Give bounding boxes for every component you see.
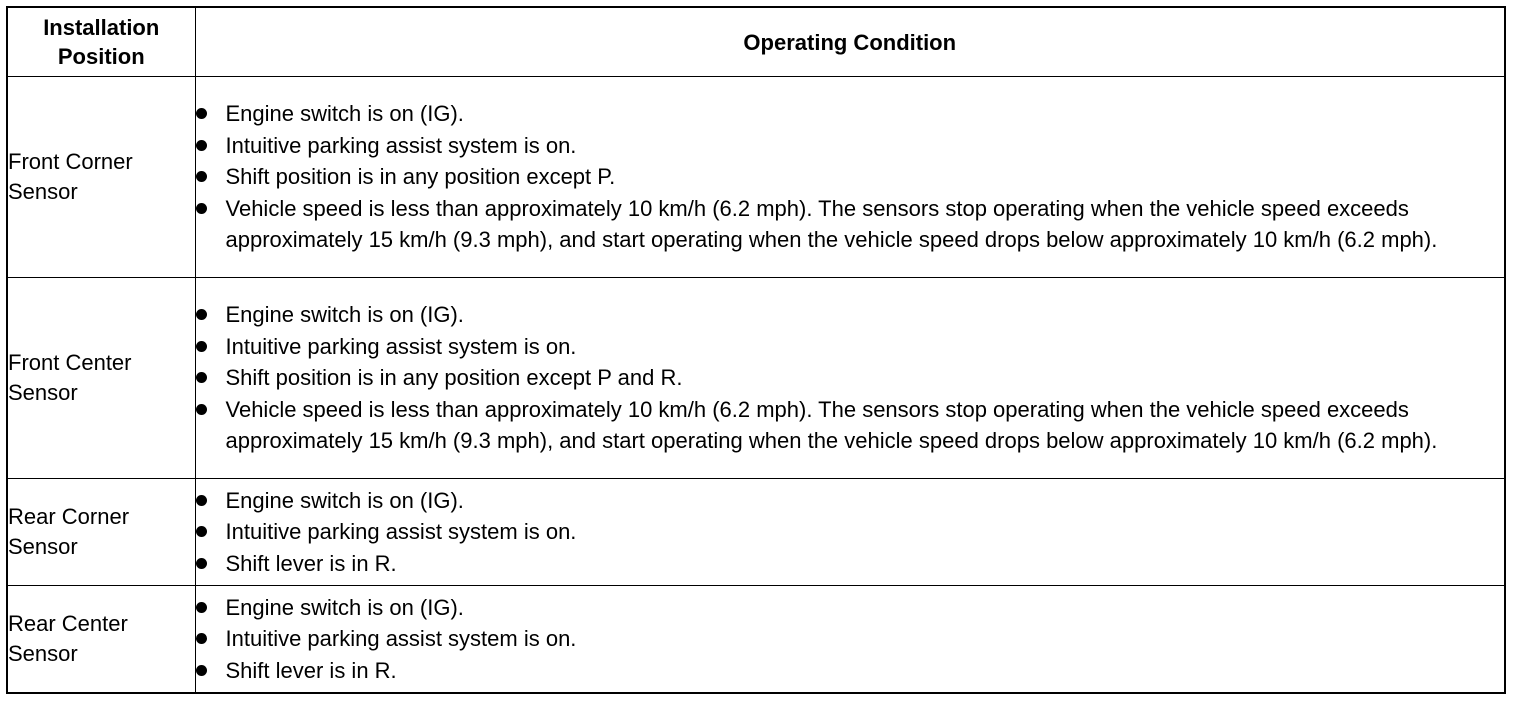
header-operating-condition: Operating Condition — [195, 8, 1504, 77]
operating-condition-cell — [195, 77, 1504, 278]
condition-text: Engine switch is on (IG). — [225, 302, 464, 328]
condition-item — [196, 130, 1505, 162]
bullet-icon — [196, 372, 207, 383]
operating-condition-cell — [195, 479, 1504, 586]
condition-text: Engine switch is on (IG). — [225, 101, 464, 127]
condition-text: Engine switch is on (IG). — [225, 594, 464, 620]
bullet-icon — [196, 602, 207, 613]
bullet-icon — [196, 404, 207, 415]
condition-text: Shift lever is in R. — [225, 550, 397, 576]
condition-item — [196, 331, 1505, 363]
condition-item — [196, 362, 1505, 394]
bullet-icon — [196, 108, 207, 119]
bullet-icon — [196, 140, 207, 151]
condition-list — [196, 299, 1505, 457]
operating-condition-cell — [195, 586, 1504, 693]
installation-position-cell: Rear Corner Sensor — [8, 479, 195, 586]
operating-condition-table — [8, 8, 1504, 692]
bullet-icon — [196, 495, 207, 506]
bullet-icon — [196, 203, 207, 214]
bullet-icon — [196, 341, 207, 352]
condition-item — [196, 193, 1505, 256]
condition-list — [196, 592, 1505, 687]
table-row — [8, 278, 1504, 479]
header-installation-position: Installation Position — [8, 8, 195, 77]
operating-condition-table-frame — [6, 6, 1506, 694]
condition-text: Intuitive parking assist system is on. — [225, 519, 577, 545]
condition-item — [196, 548, 1505, 580]
condition-item — [196, 516, 1505, 548]
condition-list — [196, 485, 1505, 580]
condition-text: Engine switch is on (IG). — [225, 487, 464, 513]
bullet-icon — [196, 171, 207, 182]
condition-text: Vehicle speed is less than approximately 10 km/h (6.2 mph). The sensors stop operating when the vehicle speed exceeds approximately 15 km/h (9.3 mph), and start operating when the vehicle speed drops below approximately 10 km/h (6.2 mph). — [225, 195, 1438, 253]
bullet-icon — [196, 526, 207, 537]
operating-condition-cell — [195, 278, 1504, 479]
bullet-icon — [196, 558, 207, 569]
installation-position-cell: Front Center Sensor — [8, 278, 195, 479]
condition-text: Intuitive parking assist system is on. — [225, 333, 577, 359]
bullet-icon — [196, 633, 207, 644]
condition-text: Intuitive parking assist system is on. — [225, 626, 577, 652]
table-header-row — [8, 8, 1504, 77]
bullet-icon — [196, 665, 207, 676]
condition-item — [196, 161, 1505, 193]
condition-item — [196, 655, 1505, 687]
table-row — [8, 479, 1504, 586]
installation-position-cell: Rear Center Sensor — [8, 586, 195, 693]
table-row — [8, 77, 1504, 278]
condition-text: Shift position is in any position except P. — [225, 164, 616, 190]
condition-item — [196, 592, 1505, 624]
condition-list — [196, 98, 1505, 256]
condition-text: Intuitive parking assist system is on. — [225, 132, 577, 158]
condition-text: Shift position is in any position except P and R. — [225, 365, 683, 391]
table-row — [8, 586, 1504, 693]
condition-item — [196, 623, 1505, 655]
condition-item — [196, 299, 1505, 331]
installation-position-cell: Front Corner Sensor — [8, 77, 195, 278]
condition-item — [196, 485, 1505, 517]
condition-text: Shift lever is in R. — [225, 657, 397, 683]
condition-item — [196, 394, 1505, 457]
bullet-icon — [196, 309, 207, 320]
condition-text: Vehicle speed is less than approximately 10 km/h (6.2 mph). The sensors stop operating when the vehicle speed exceeds approximately 15 km/h (9.3 mph), and start operating when the vehicle speed drops below approximately 10 km/h (6.2 mph). — [225, 396, 1438, 454]
condition-item — [196, 98, 1505, 130]
